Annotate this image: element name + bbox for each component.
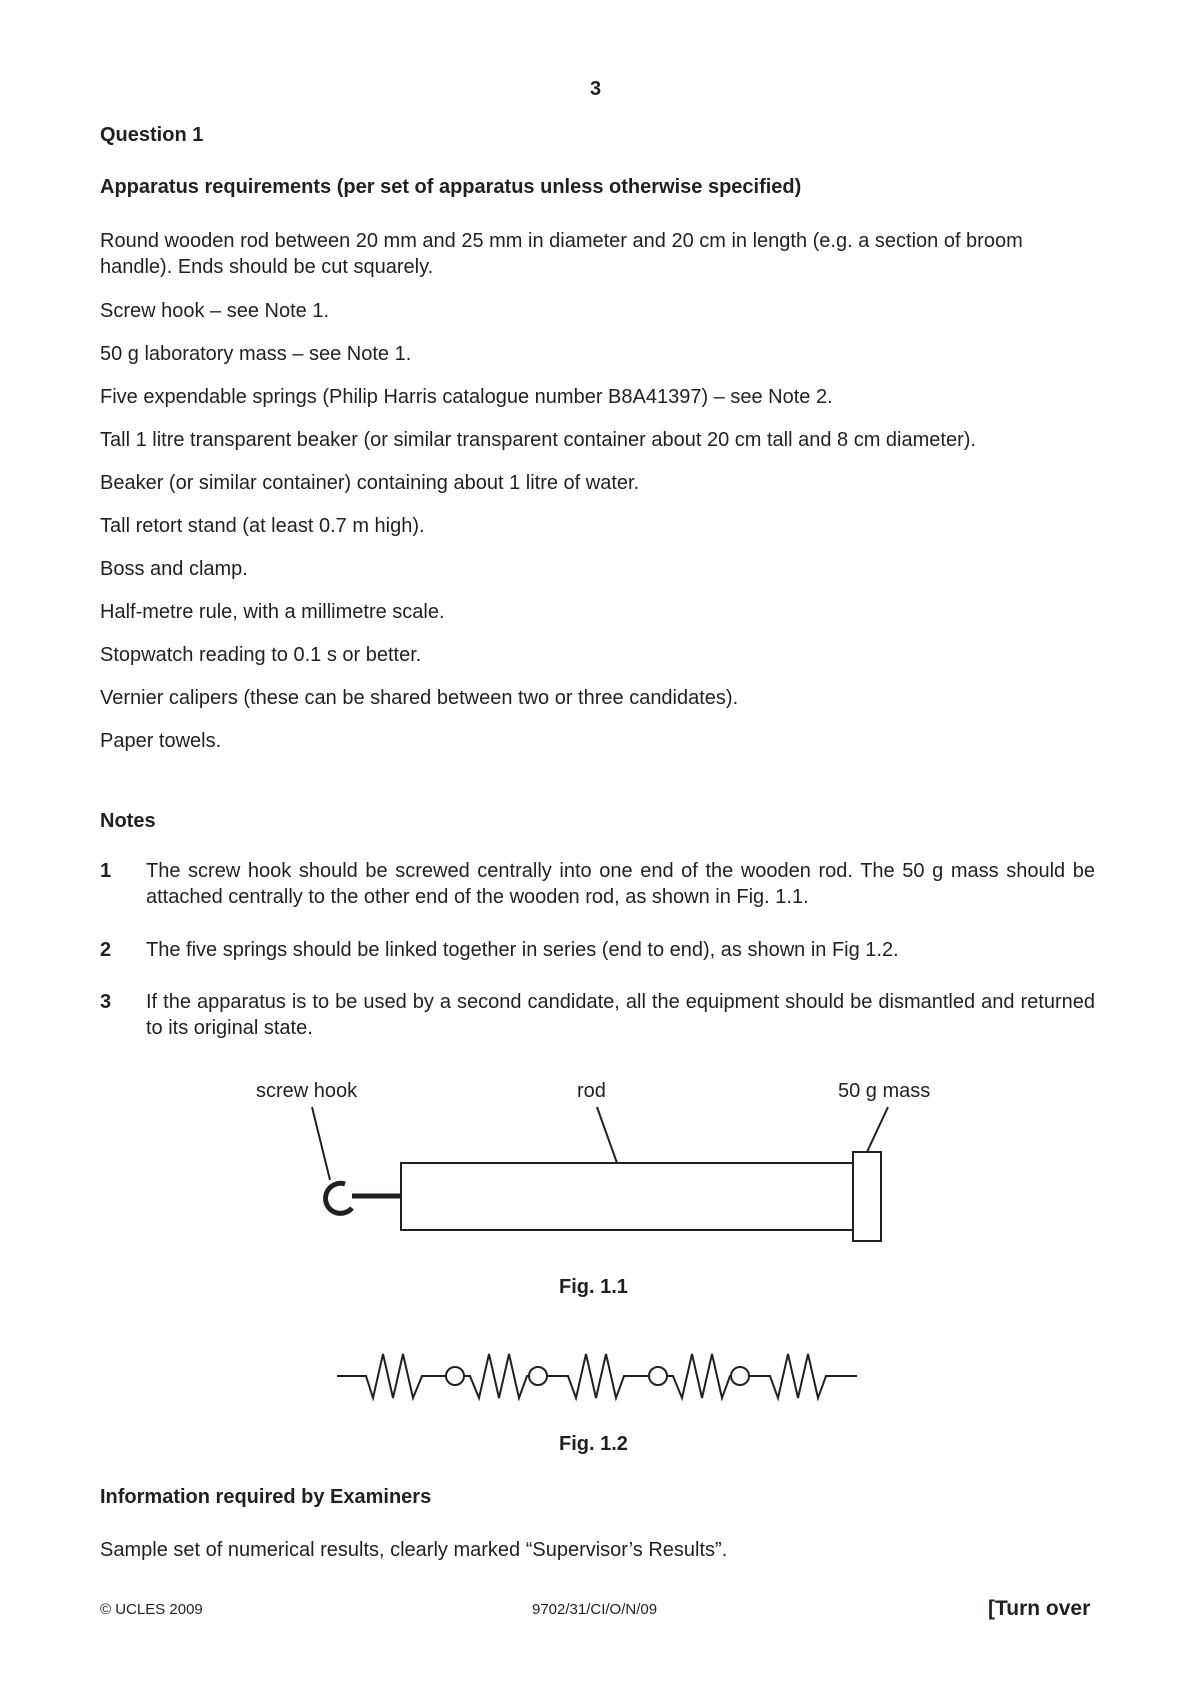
apparatus-heading: Apparatus requirements (per set of apparatus unless otherwise specified) <box>100 176 802 198</box>
note-number: 3 <box>100 991 112 1013</box>
apparatus-item: Screw hook – see Note 1. <box>100 300 330 322</box>
apparatus-item: Stopwatch reading to 0.1 s or better. <box>100 644 422 666</box>
footer-code: 9702/31/CI/O/N/09 <box>532 1601 658 1618</box>
screw-hook-label: screw hook <box>256 1080 358 1102</box>
spring-link <box>649 1367 667 1385</box>
note-text: The five springs should be linked together in series (end to end), as shown in Fig 1.2. <box>146 939 899 961</box>
footer-copyright: © UCLES 2009 <box>100 1601 203 1618</box>
spring-link <box>446 1367 464 1385</box>
notes-heading: Notes <box>100 810 156 832</box>
examiners-heading: Information required by Examiners <box>100 1486 432 1508</box>
note-number: 1 <box>100 860 112 882</box>
turn-over: [Turn over <box>988 1597 1091 1620</box>
question-heading: Question 1 <box>100 124 204 146</box>
spring-2 <box>464 1354 530 1398</box>
rod-label: rod <box>577 1080 606 1102</box>
spring-5 <box>749 1354 857 1398</box>
fig1-caption: Fig. 1.1 <box>559 1276 628 1298</box>
apparatus-item: Round wooden rod between 20 mm and 25 mm in diameter and 20 cm in length (e.g. a section of broom handle). Ends should be cut squarely. <box>100 230 1023 278</box>
mass-label: 50 g mass <box>838 1080 931 1102</box>
apparatus-item: Half-metre rule, with a millimetre scale. <box>100 601 445 623</box>
page-number: 3 <box>589 78 602 100</box>
examiners-text: Sample set of numerical results, clearly marked “Supervisor’s Results”. <box>100 1539 728 1561</box>
spring-link <box>529 1367 547 1385</box>
note-text: The screw hook should be screwed centrally into one end of the wooden rod. The 50 g mass should be attached centrally to the other end of the wooden rod, as shown in Fig. 1.1. <box>146 860 1095 908</box>
apparatus-item: Tall 1 litre transparent beaker (or similar transparent container about 20 cm tall and 8 cm diameter). <box>100 429 976 451</box>
spring-link <box>731 1367 749 1385</box>
spring-1 <box>337 1354 445 1398</box>
note-text: If the apparatus is to be used by a second candidate, all the equipment should be dismantled and returned to its original state. <box>146 991 1095 1039</box>
apparatus-item: Five expendable springs (Philip Harris catalogue number B8A41397) – see Note 2. <box>100 386 833 408</box>
apparatus-item: 50 g laboratory mass – see Note 1. <box>100 343 412 365</box>
apparatus-item: Vernier calipers (these can be shared between two or three candidates). <box>100 687 739 709</box>
spring-3 <box>547 1354 648 1398</box>
spring-4 <box>667 1354 731 1398</box>
apparatus-item: Boss and clamp. <box>100 558 248 580</box>
apparatus-item: Tall retort stand (at least 0.7 m high). <box>100 515 425 537</box>
apparatus-item: Paper towels. <box>100 730 222 752</box>
apparatus-item: Beaker (or similar container) containing about 1 litre of water. <box>100 472 640 494</box>
fig2-caption: Fig. 1.2 <box>559 1433 628 1455</box>
note-number: 2 <box>100 939 112 961</box>
